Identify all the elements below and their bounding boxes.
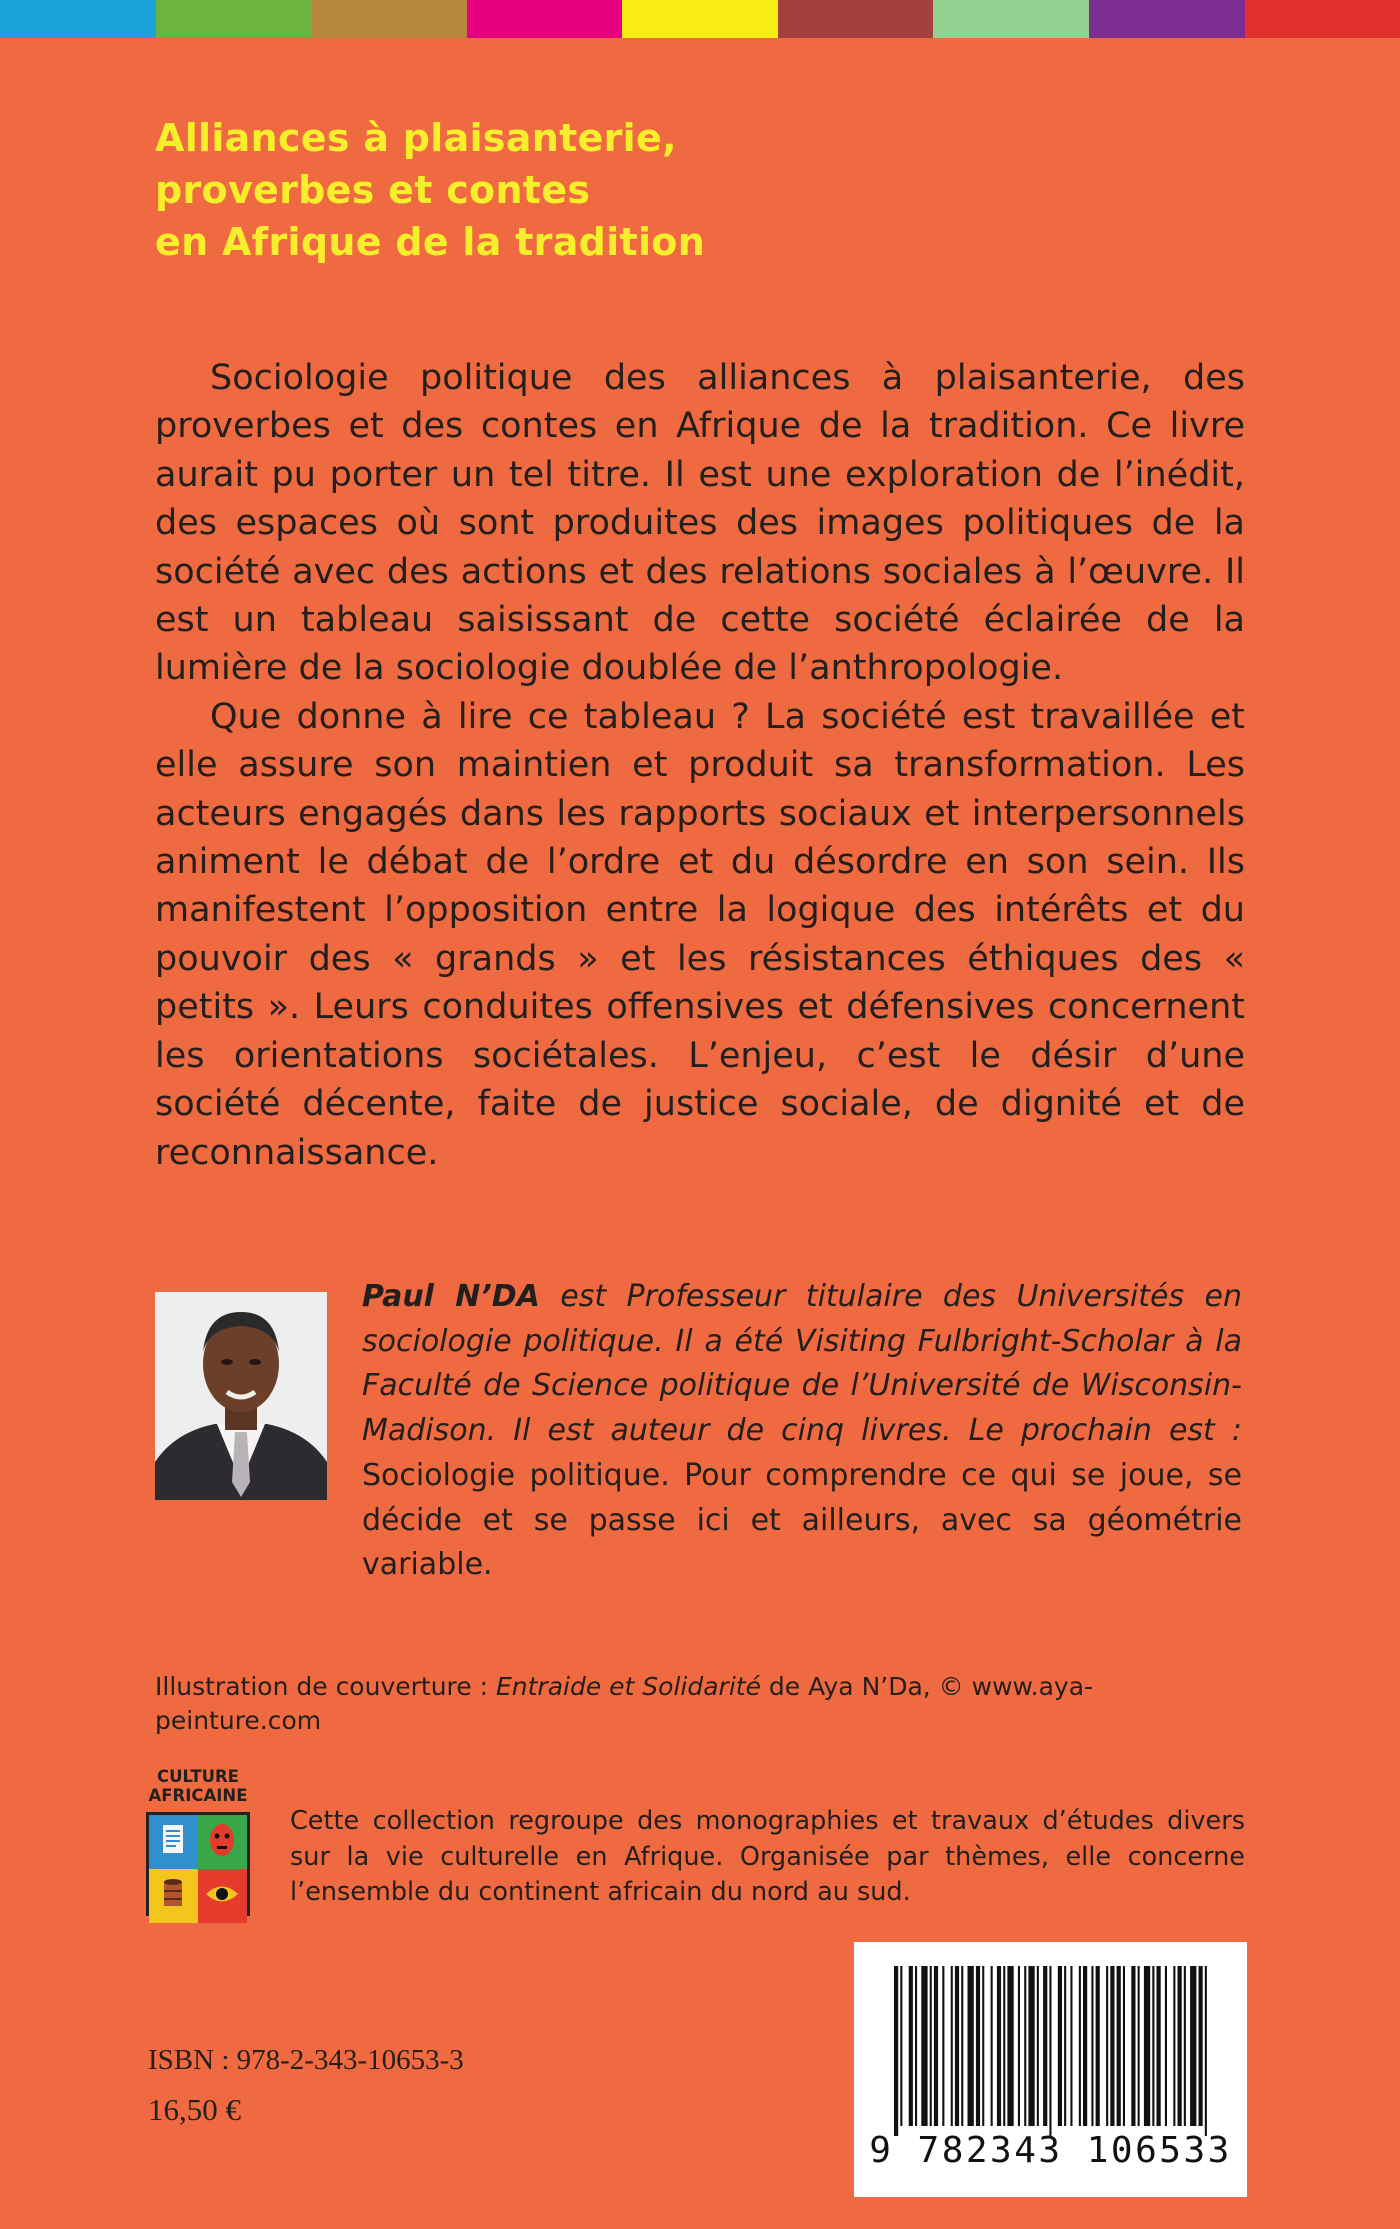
barcode-bar	[1106, 1966, 1108, 2126]
eye-icon	[198, 1869, 247, 1923]
mask-icon	[198, 1815, 247, 1869]
barcode-bar	[951, 1966, 953, 2126]
barcode-bar	[1144, 1966, 1150, 2126]
barcode-bar	[942, 1966, 944, 2126]
barcode-bar	[894, 1966, 898, 2136]
collection-label-line-2: AFRICAINE	[148, 1786, 248, 1805]
title-line-2: proverbes et contes	[155, 168, 591, 212]
barcode-bar	[1007, 1966, 1013, 2126]
barcode-bar	[921, 1966, 927, 2126]
barcode-bar	[1091, 1966, 1093, 2126]
barcode-bar	[1184, 1966, 1186, 2126]
barcode-bar	[976, 1966, 980, 2126]
barcode-bars	[854, 1942, 1247, 2142]
barcode-bar	[1096, 1966, 1100, 2126]
collection-logo	[146, 1812, 250, 1916]
collection-description: Cette collection regroupe des monographies et travaux d’études divers sur la vie culturelle en Afrique. Organisée par thèmes, elle concerne l’ensemble du continent africain du nord au sud.	[290, 1806, 1245, 1907]
color-stripe-segment	[1245, 0, 1400, 38]
barcode-bar	[1083, 1966, 1087, 2126]
price: 16,50 €	[148, 2092, 241, 2127]
description-paragraph-1: Sociologie politique des alliances à plaisanterie, des proverbes et des contes en Afrique de la tradition. Ce livre aurait pu porter un tel titre. Il est une exploration de l’inédit, des espaces où sont produites des images politiques de la société avec des actions et des relations sociales à l’œuvre. Il est un tableau saisissant de cette société éclairée de la lumière de la sociologie doublée de l’anthropologie.	[155, 358, 1245, 689]
barcode-bar	[1131, 1966, 1135, 2126]
barcode-digits: 9 782343 106533	[869, 2130, 1232, 2171]
author-bio-regular: Sociologie politique. Pour comprendre ce qui se joue, se décide et se passe ici et ailleurs, avec sa géométrie variable.	[362, 1457, 1242, 1583]
barcode-bar	[1079, 1966, 1081, 2126]
barcode-bar	[1178, 1966, 1182, 2126]
collection-label	[146, 1767, 250, 1805]
author-bio	[362, 1275, 1242, 1588]
barcode-bar	[934, 1966, 938, 2126]
barcode-bar	[1138, 1966, 1140, 2126]
cover-illustration-credit	[155, 1670, 1255, 1738]
book-title	[155, 112, 1155, 268]
barcode-bar	[997, 1966, 1001, 2126]
barcode-bar	[961, 1966, 963, 2126]
book-description	[155, 354, 1245, 1177]
color-stripe-segment	[311, 0, 467, 38]
barcode-bar	[955, 1966, 959, 2126]
barcode-bar	[1190, 1966, 1196, 2126]
barcode-bar	[1165, 1966, 1167, 2126]
barcode-bar	[1117, 1966, 1121, 2126]
barcode-bar	[1058, 1966, 1062, 2126]
barcode-bar	[1003, 1966, 1005, 2126]
barcode-bar	[1049, 1966, 1051, 2136]
barcode-bar	[915, 1966, 917, 2126]
barcode-bar	[1205, 1966, 1207, 2136]
description-paragraph-2: Que donne à lire ce tableau ? La société est travaillée et elle assure son maintien et produit sa transformation. Les acteurs engagés dans les rapports sociaux et interpersonnels animent le débat de l’ordre et du désordre en son sein. Ils manifestent l’opposition entre la logique des intérêts et du pouvoir des « grands » et les résistances éthiques des « petits ». Leurs conduites offensives et défensives concernent les orientations sociétales. L’enjeu, c’est le désir d’une société décente, faite de justice sociale, de dignité et de reconnaissance.	[155, 696, 1245, 1173]
document-icon	[149, 1815, 198, 1869]
author-bio-italic: est Professeur titulaire des Universités en sociologie politique. Il a été Visiting Fulbright-Scholar à la Faculté de Science politique de l’Université de Wisconsin-Madison. Il est auteur de cinq livres. Le prochain est :	[362, 1279, 1242, 1449]
isbn: ISBN : 978-2-343-10653-3	[148, 2044, 464, 2076]
barcode-bar	[1157, 1966, 1161, 2126]
color-stripe-segment	[0, 0, 156, 38]
credit-prefix: Illustration de couverture :	[155, 1672, 496, 1701]
barcode-bar	[1024, 1966, 1026, 2126]
barcode-bar	[1123, 1966, 1125, 2126]
barcode-bar	[1018, 1966, 1020, 2126]
barcode-bar	[1152, 1966, 1154, 2126]
barcode-bar	[1064, 1966, 1066, 2126]
credit-suffix: de Aya N’Da, © www.aya-peinture.com	[155, 1672, 1094, 1735]
title-line-3: en Afrique de la tradition	[155, 220, 706, 264]
barcode-bar	[968, 1966, 974, 2126]
barcode-bar	[900, 1966, 902, 2126]
barcode-bar	[1070, 1966, 1072, 2126]
barcode-bar	[1199, 1966, 1203, 2126]
color-stripe-segment	[1089, 0, 1245, 38]
color-stripe-segment	[778, 0, 934, 38]
barcode-bar	[909, 1966, 913, 2126]
color-stripe-segment	[622, 0, 778, 38]
barcode-bar	[991, 1966, 993, 2126]
barcode-bar	[930, 1966, 932, 2126]
color-stripe-segment	[467, 0, 623, 38]
author-portrait-illustration	[155, 1292, 327, 1500]
color-stripe-segment	[933, 0, 1089, 38]
barcode-bar	[1043, 1966, 1047, 2126]
author-name: Paul N’DA	[362, 1279, 540, 1314]
drum-icon	[149, 1869, 198, 1923]
barcode-bar	[1037, 1966, 1039, 2126]
author-photo	[155, 1292, 327, 1500]
barcode	[854, 1942, 1247, 2197]
barcode-bar	[1110, 1966, 1114, 2126]
color-stripe-bar	[0, 0, 1400, 38]
credit-work-title: Entraide et Solidarité	[495, 1672, 761, 1701]
color-stripe-segment	[156, 0, 312, 38]
barcode-bar	[1028, 1966, 1034, 2126]
collection-label-line-1: CULTURE	[157, 1767, 239, 1786]
title-line-1: Alliances à plaisanterie,	[155, 116, 677, 160]
barcode-bar	[1173, 1966, 1175, 2126]
barcode-bar	[982, 1966, 984, 2126]
